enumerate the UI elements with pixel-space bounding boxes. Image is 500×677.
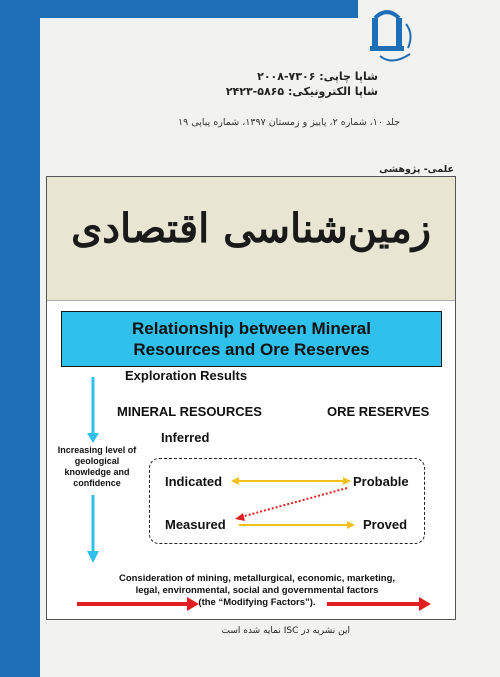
factors-line1: Consideration of mining, metallurgical, economic, marketing, bbox=[118, 573, 396, 584]
side-label-line1: Increasing level of bbox=[57, 445, 137, 455]
measured-proved-arrow-icon bbox=[239, 521, 355, 529]
probable-label: Probable bbox=[353, 474, 409, 489]
volume-info: جلد ۱۰، شماره ۲، پاییز و زمستان ۱۳۹۷، شماره پیاپی ۱۹ bbox=[178, 117, 400, 128]
diagram-heading-line1: Relationship between Mineral bbox=[132, 319, 371, 338]
diagram-arrows bbox=[47, 177, 455, 619]
issn-electronic: شاپا الکترونیکی: ۵۸۶۵-۲۴۲۳ bbox=[225, 85, 378, 98]
ore-reserves-label: ORE RESERVES bbox=[327, 404, 430, 419]
side-label-line4: confidence bbox=[73, 478, 121, 488]
measured-label: Measured bbox=[165, 517, 226, 532]
inferred-label: Inferred bbox=[161, 430, 210, 445]
indicated-probable-arrow-icon bbox=[231, 477, 351, 485]
article-type: علمی- پژوهشی bbox=[379, 164, 454, 175]
side-label-line3: knowledge and bbox=[64, 467, 130, 477]
top-blue-bar bbox=[0, 0, 358, 18]
university-logo-icon bbox=[366, 4, 418, 66]
mineral-resources-label: MINERAL RESOURCES bbox=[117, 404, 262, 419]
confidence-arrow-icon bbox=[87, 377, 99, 563]
factors-line3: (the “Modifying Factors”). bbox=[198, 597, 316, 608]
factors-line2: legal, environmental, social and governmental factors bbox=[135, 585, 379, 596]
isc-indexing-note: این نشریه در ISC نمایه شده است bbox=[221, 626, 350, 636]
indicated-label: Indicated bbox=[165, 474, 223, 489]
diagram-heading-line2: Resources and Ore Reserves bbox=[133, 340, 370, 359]
journal-title: زمین‌شناسی اقتصادی bbox=[70, 205, 432, 252]
issn-print: شاپا چاپی: ۷۳۰۶-۲۰۰۸ bbox=[257, 70, 378, 83]
side-label-line2: geological bbox=[74, 456, 120, 466]
probable-measured-dotted-arrow-icon bbox=[235, 488, 347, 521]
left-blue-bar bbox=[0, 18, 40, 677]
modifying-factors-arrows-icon bbox=[77, 597, 431, 611]
proved-label: Proved bbox=[363, 517, 408, 532]
exploration-results-label: Exploration Results bbox=[125, 368, 248, 383]
cover-frame bbox=[46, 176, 456, 620]
